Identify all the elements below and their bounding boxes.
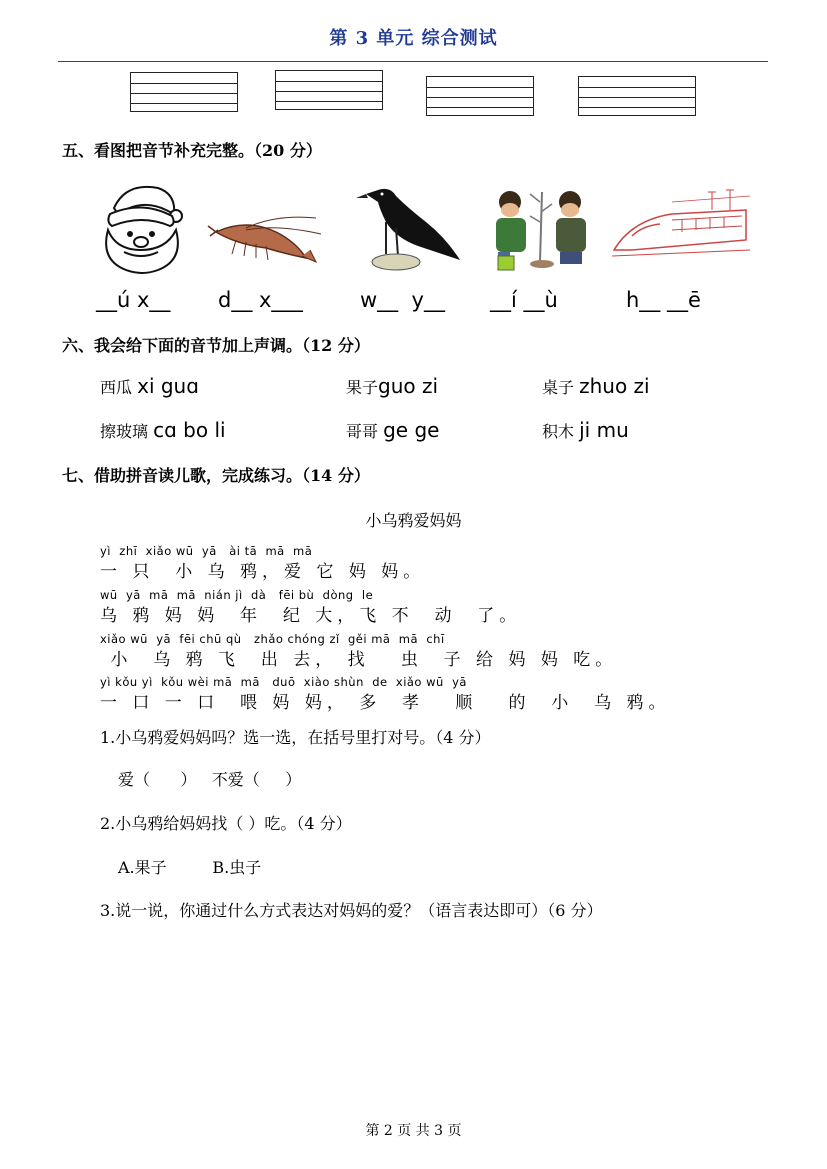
- answer-blank-train[interactable]: h__ __ē: [626, 288, 701, 312]
- tone-item-pinyin: guo zi: [378, 374, 439, 398]
- writing-grid-2[interactable]: [275, 70, 383, 110]
- tone-item-chinese: 桌子: [542, 378, 575, 397]
- poem-pinyin-line: yì kǒu yì kǒu wèi mā mā duō xiào shùn de xiǎo wū yā: [100, 675, 467, 689]
- question-2: 2.小乌鸦给妈妈找（ ）吃。（4 分）: [100, 814, 352, 833]
- section-6-title: 六、我会给下面的音节加上声调。（12 分）: [62, 336, 370, 355]
- tone-item-2[interactable]: [346, 374, 438, 398]
- answer-blank-planting[interactable]: __í __ù: [490, 288, 558, 312]
- santa-claus-icon: [96, 180, 188, 275]
- tone-item-chinese: 西瓜: [100, 378, 133, 397]
- shrimp-icon: [206, 210, 326, 270]
- page-title: 第 3 单元 综合测试: [329, 28, 498, 49]
- tone-item-chinese: 积木: [542, 422, 575, 441]
- poem-text-line: 小 乌 鸦 飞 出 去， 找 虫 子 给 妈 妈 吃。: [100, 650, 618, 670]
- tone-item-pinyin: ge ge: [383, 418, 440, 442]
- tone-item-pinyin: zhuo zi: [579, 374, 650, 398]
- children-planting-tree-icon: [490, 182, 594, 272]
- poem-pinyin-line: xiǎo wū yā fēi chū qù zhǎo chóng zǐ gěi mā mā chī: [100, 632, 445, 646]
- tone-item-pinyin: cɑ bo li: [153, 418, 226, 442]
- page-number: 第 2 页 共 3 页: [365, 1123, 462, 1139]
- train-icon: [612, 180, 750, 264]
- tone-item-5[interactable]: [346, 418, 439, 442]
- section-7-title: 七、借助拼音读儿歌，完成练习。（14 分）: [62, 466, 370, 485]
- header-divider: [58, 61, 768, 62]
- answer-blank-santa[interactable]: __ú x__: [96, 288, 171, 312]
- tone-item-3[interactable]: [542, 374, 650, 398]
- tone-item-chinese: 擦玻璃: [100, 422, 149, 441]
- tone-item-4[interactable]: [100, 418, 226, 442]
- poem-pinyin-line: yì zhī xiǎo wū yā ài tā mā mā: [100, 544, 313, 558]
- writing-grid-3[interactable]: [426, 76, 534, 116]
- question-1: 1.小乌鸦爱妈妈吗？选一选，在括号里打对号。（4 分）: [100, 728, 491, 747]
- poem-text-line: 一 只 小 乌 鸦，爱 它 妈 妈。: [100, 562, 426, 582]
- answer-blank-crow[interactable]: w__ y__: [360, 288, 445, 312]
- tone-item-1[interactable]: [100, 374, 199, 398]
- crow-icon: [356, 182, 466, 272]
- poem-text-line: 一 口 一 口 喂 妈 妈， 多 孝 顺 的 小 乌 鸦。: [100, 693, 671, 713]
- poem-pinyin-line: wū yā mā mā nián jì dà fēi bù dòng le: [100, 588, 374, 602]
- poem-text-line: 乌 鸦 妈 妈 年 纪 大，飞 不 动 了。: [100, 606, 522, 626]
- writing-grid-1[interactable]: [130, 72, 238, 112]
- section-5-title: 五、看图把音节补充完整。（20 分）: [62, 141, 322, 160]
- tone-item-pinyin: xi guɑ: [137, 374, 199, 398]
- question-1-options[interactable]: 爱（ ） 不爱（ ）: [118, 770, 302, 789]
- answer-blank-shrimp[interactable]: d__ x___: [218, 288, 303, 312]
- tone-item-pinyin: ji mu: [579, 418, 629, 442]
- tone-item-6[interactable]: [542, 418, 629, 442]
- tone-item-chinese: 果子: [346, 378, 379, 397]
- question-3: 3.说一说，你通过什么方式表达对妈妈的爱？（语言表达即可）（6 分）: [100, 901, 603, 920]
- writing-grid-4[interactable]: [578, 76, 696, 116]
- question-2-options[interactable]: A.果子 B.虫子: [118, 858, 262, 877]
- poem-title: 小乌鸦爱妈妈: [365, 511, 462, 530]
- tone-item-chinese: 哥哥: [346, 422, 379, 441]
